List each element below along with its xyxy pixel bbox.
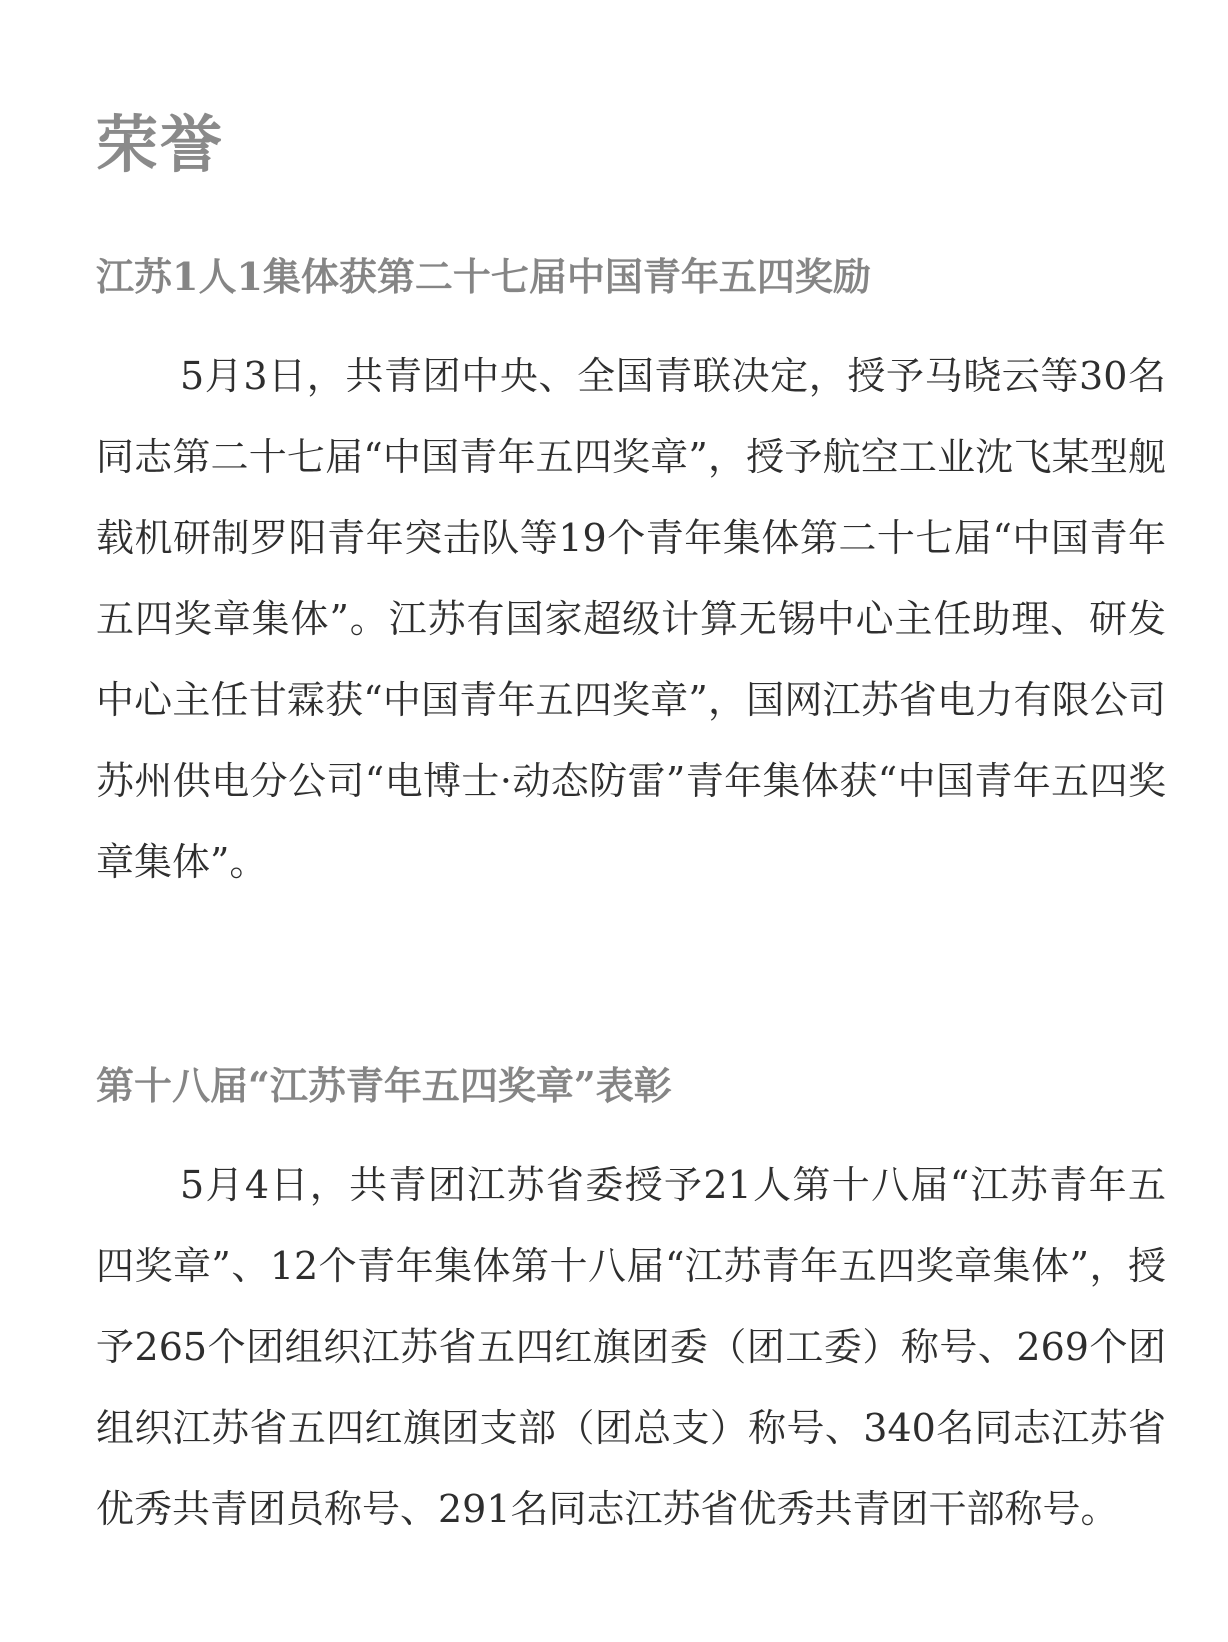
section-paragraph: 5月4日，共青团江苏省委授予21人第十八届“江苏青年五四奖章”、12个青年集体第十八届“江苏青年五四奖章集体”，授予265个团组织江苏省五四红旗团委（团工委）称号、269个团组织江苏省五四红旗团支部（团总支）称号、340名同志江苏省优秀共青团员称号、291名同志江苏省优秀共青团干部称号。 xyxy=(96,1163,1166,1531)
section-paragraph: 5月3日，共青团中央、全国青联决定，授予马晓云等30名同志第二十七届“中国青年五四奖章”，授予航空工业沈飞某型舰载机研制罗阳青年突击队等19个青年集体第二十七届“中国青年五四奖章集体”。江苏有国家超级计算无锡中心主任助理、研发中心主任甘霖获“中国青年五四奖章”，国网江苏省电力有限公司苏州供电分公司“电博士·动态防雷”青年集体获“中国青年五四奖章集体”。 xyxy=(96,354,1166,884)
page-title: 荣誉 xyxy=(96,108,225,181)
section-heading: 第十八届“江苏青年五四奖章”表彰 xyxy=(96,1063,672,1108)
section-heading: 江苏1人1集体获第二十七届中国青年五四奖励 xyxy=(96,254,871,299)
